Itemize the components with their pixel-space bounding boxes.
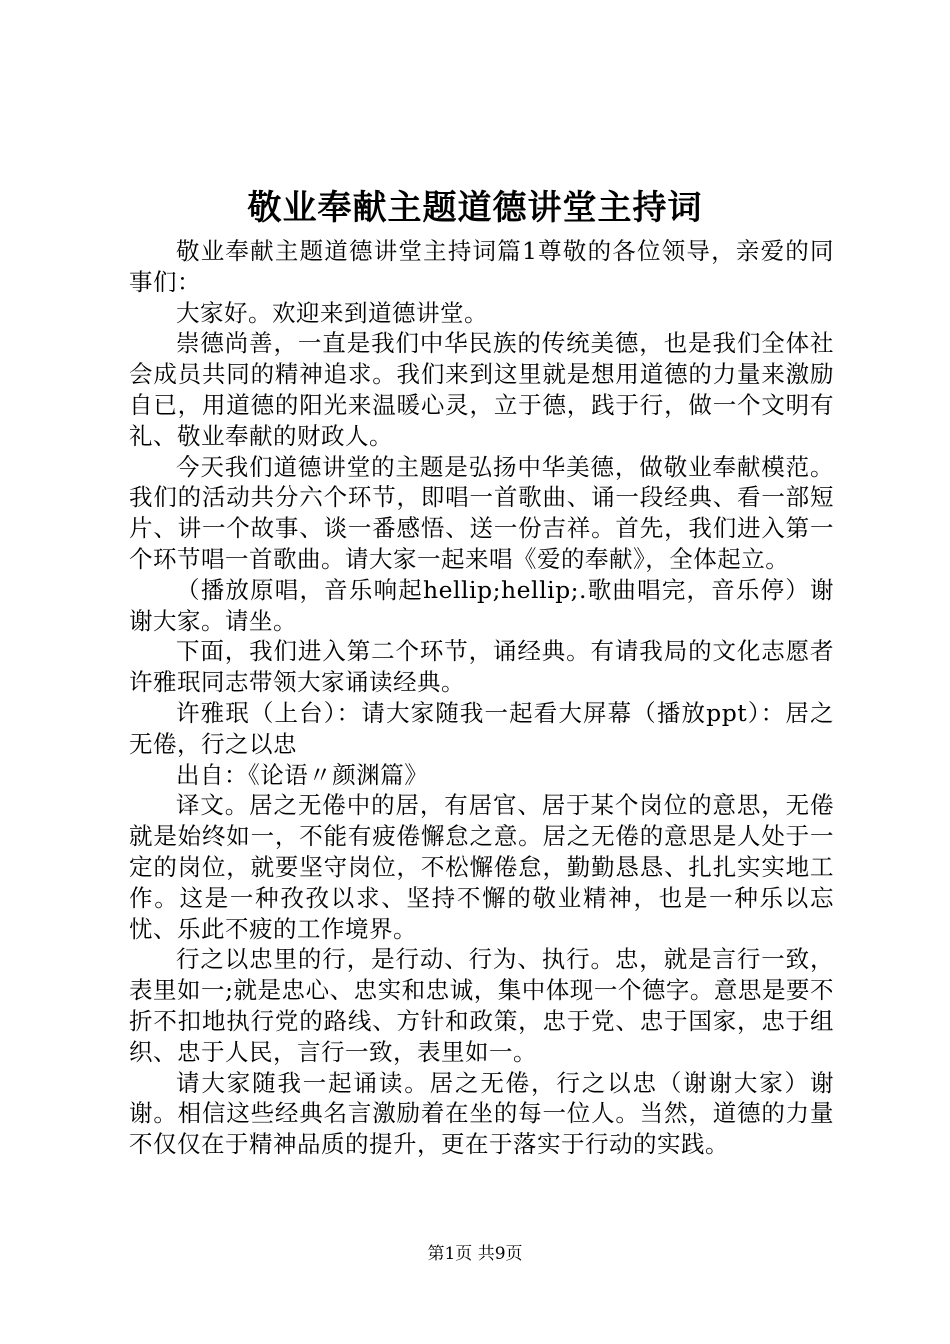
paragraph-recitation: 请大家随我一起诵读。居之无倦，行之以忠（谢谢大家）谢谢。相信这些经典名言激励着在坐的每一位人。当然，道德的力量不仅仅在于精神品质的提升，更在于落实于行动的实践。 — [129, 1068, 834, 1159]
document-title: 敬业奉献主题道德讲堂主持词 — [247, 188, 703, 228]
paragraph-source: 出自：《论语〃颜渊篇》 — [176, 760, 429, 789]
paragraph-translation: 译文。居之无倦中的居，有居官、居于某个岗位的意思，无倦就是始终如一，不能有疲倦懈怠之意。居之无倦的意思是人处于一定的岗位，就要坚守岗位，不松懈倦怠，勤勤恳恳、扎扎实实地工作。这是一种孜孜以求、坚持不懈的敬业精神，也是一种乐以忘忧、乐此不疲的工作境界。 — [129, 791, 834, 943]
paragraph-reading: 许雅珉（上台）：请大家随我一起看大屏幕（播放ppt）：居之无倦，行之以忠 — [129, 698, 834, 758]
paragraph-theme: 今天我们道德讲堂的主题是弘扬中华美德，做敬业奉献模范。我们的活动共分六个环节，即唱一首歌曲、诵一段经典、看一部短片、讲一个故事、谈一番感悟、送一份吉祥。首先，我们进入第一个环节唱一首歌曲。请大家一起来唱《爱的奉献》，全体起立。 — [129, 452, 834, 573]
paragraph-greeting: 敬业奉献主题道德讲堂主持词篇1尊敬的各位领导，亲爱的同事们： — [129, 237, 834, 296]
paragraph-intro: 崇德尚善，一直是我们中华民族的传统美德，也是我们全体社会成员共同的精神追求。我们来到这里就是想用道德的力量来激励自已，用道德的阳光来温暖心灵，立于德，践于行，做一个文明有礼、敬业奉献的财政人。 — [129, 329, 834, 450]
paragraph-explanation: 行之以忠里的行，是行动、行为、执行。忠，就是言行一致，表里如一;就是忠心、忠实和忠诚，集中体现一个德字。意思是要不折不扣地执行党的路线、方针和政策，忠于党、忠于国家，忠于组织、忠于人民，言行一致，表里如一。 — [129, 945, 834, 1066]
document-body — [129, 236, 834, 1160]
page-number-footer: 第1页 共9页 — [427, 1244, 523, 1264]
paragraph-song: （播放原唱，音乐响起hellip;hellip;.歌曲唱完，音乐停）谢谢大家。请坐。 — [129, 575, 834, 635]
paragraph-welcome: 大家好。欢迎来到道德讲堂。 — [176, 298, 488, 327]
paragraph-second-segment: 下面，我们进入第二个环节，诵经典。有请我局的文化志愿者许雅珉同志带领大家诵读经典。 — [129, 637, 834, 697]
